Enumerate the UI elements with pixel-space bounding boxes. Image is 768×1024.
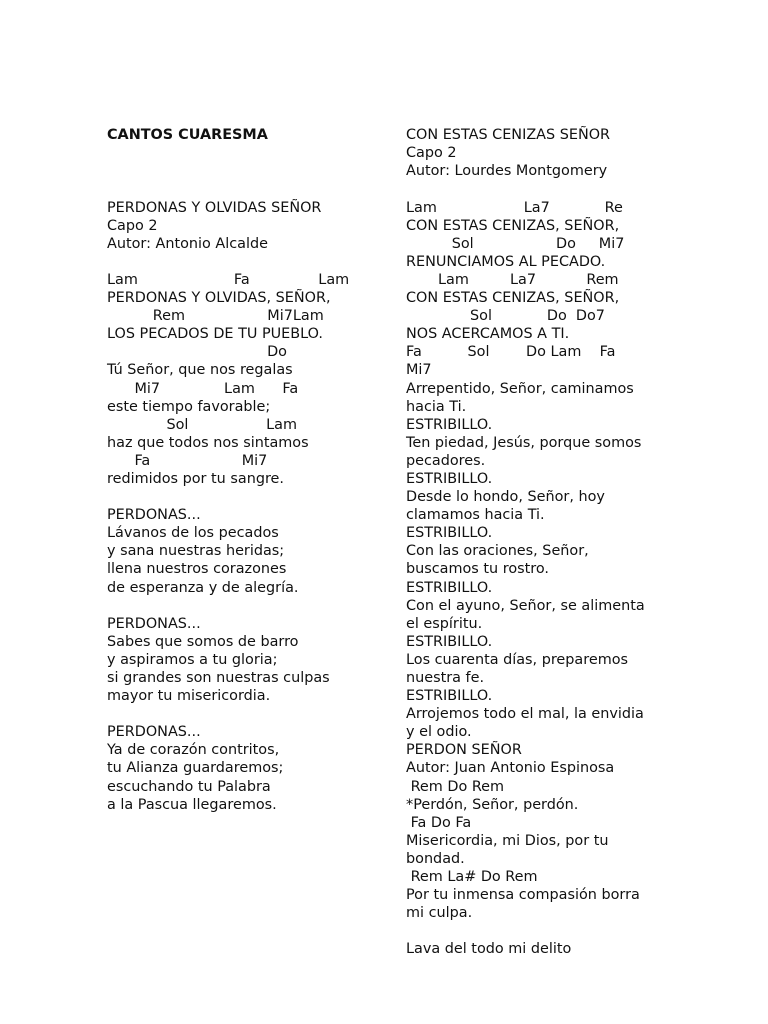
left-column-line: Fa Mi7 <box>107 452 268 469</box>
right-column-line: Arrojemos todo el mal, la envidia <box>406 706 644 723</box>
right-column-line: ESTRIBILLO. <box>406 688 493 705</box>
right-column-line: *Perdón, Señor, perdón. <box>406 796 579 813</box>
right-column-line: Lava del todo mi delito <box>406 941 572 958</box>
right-column-line: Con el ayuno, Señor, se alimenta <box>406 597 645 614</box>
left-column-line: Capo 2 <box>107 217 158 234</box>
right-column-line: Lam La7 Rem <box>406 271 619 288</box>
left-column-line: si grandes son nuestras culpas <box>107 670 330 686</box>
right-column-line: ESTRIBILLO. <box>406 633 493 650</box>
right-column-line: el espíritu. <box>406 615 483 632</box>
left-column <box>107 90 397 832</box>
right-column-line: Con las oraciones, Señor, <box>406 543 589 560</box>
right-column-line: Autor: Lourdes Montgomery <box>406 163 608 180</box>
right-column-line: Sol Do Do7 <box>406 308 605 325</box>
right-column-line: NOS ACERCAMOS A TI. <box>406 326 570 343</box>
left-column-line: PERDONAS Y OLVIDAS, SEÑOR, <box>107 290 331 307</box>
left-column-line: llena nuestros corazones <box>107 561 287 578</box>
right-column-line: Lam La7 Re <box>406 199 623 216</box>
right-column-line: Desde lo hondo, Señor, hoy <box>406 489 605 506</box>
right-column-line: CON ESTAS CENIZAS, SEÑOR, <box>406 290 620 307</box>
left-column-line: Autor: Antonio Alcalde <box>107 235 268 252</box>
right-column-line: hacia Ti. <box>406 398 467 415</box>
right-column-line: Fa Do Fa <box>406 814 472 831</box>
left-column-line: Do <box>107 344 287 361</box>
right-column-line: CON ESTAS CENIZAS SEÑOR <box>406 127 611 144</box>
left-column-line <box>107 488 397 506</box>
right-column-line: PERDON SEÑOR <box>406 742 522 759</box>
right-column-line: Mi7 <box>406 362 432 379</box>
right-column-line: clamamos hacia Ti. <box>406 507 545 524</box>
right-column <box>406 90 726 977</box>
right-column-line: Por tu inmensa compasión borra <box>406 887 640 904</box>
right-column-line: Ten piedad, Jesús, porque somos <box>406 434 642 451</box>
document-title: CANTOS CUARESMA <box>107 127 268 144</box>
right-column-line <box>406 180 726 198</box>
right-column-line: ESTRIBILLO. <box>406 470 493 487</box>
right-column-line <box>406 922 726 940</box>
left-column-line <box>107 253 397 271</box>
left-column-line: Rem Mi7Lam <box>107 308 324 325</box>
left-column-line: y sana nuestras heridas; <box>107 543 285 560</box>
left-column-line: Sol Lam <box>107 416 298 433</box>
left-column-line: Mi7 Lam Fa <box>107 380 299 397</box>
right-column-lines <box>406 126 726 958</box>
left-column-line: Lam Fa Lam <box>107 271 350 288</box>
right-column-line: Fa Sol Do Lam Fa <box>406 344 616 361</box>
left-column-line: Sabes que somos de barro <box>107 633 299 650</box>
left-column-line <box>107 180 397 198</box>
right-column-line: mi culpa. <box>406 905 473 922</box>
left-column-line: tu Alianza guardaremos; <box>107 760 284 777</box>
right-column-line: Rem Do Rem <box>406 778 505 795</box>
left-column-line: escuchando tu Palabra <box>107 778 271 795</box>
right-column-line: Autor: Juan Antonio Espinosa <box>406 760 615 777</box>
left-column-line: PERDONAS... <box>107 724 201 741</box>
left-column-line: redimidos por tu sangre. <box>107 470 284 487</box>
right-column-line: buscamos tu rostro. <box>406 561 549 578</box>
left-column-line: PERDONAS... <box>107 507 201 524</box>
left-column-line: de esperanza y de alegría. <box>107 579 299 596</box>
left-column-line: PERDONAS Y OLVIDAS SEÑOR <box>107 199 322 216</box>
left-column-line: este tiempo favorable; <box>107 398 271 415</box>
right-column-line: ESTRIBILLO. <box>406 579 493 596</box>
left-column-line <box>107 597 397 615</box>
right-column-line: ESTRIBILLO. <box>406 416 493 433</box>
left-column-line: Lávanos de los pecados <box>107 525 279 542</box>
right-column-line: CON ESTAS CENIZAS, SEÑOR, <box>406 217 620 234</box>
left-column-line: y aspiramos a tu gloria; <box>107 651 278 668</box>
right-column-line: ESTRIBILLO. <box>406 525 493 542</box>
right-column-line: y el odio. <box>406 724 472 741</box>
left-column-line: Ya de corazón contritos, <box>107 742 280 759</box>
right-column-line: RENUNCIAMOS AL PECADO. <box>406 253 606 270</box>
left-column-lines <box>107 180 397 813</box>
left-column-line: LOS PECADOS DE TU PUEBLO. <box>107 326 323 343</box>
left-column-line <box>107 705 397 723</box>
right-column-line: Arrepentido, Señor, caminamos <box>406 380 634 397</box>
right-column-line: nuestra fe. <box>406 670 485 686</box>
right-column-line: Capo 2 <box>406 145 457 162</box>
left-column-line: mayor tu misericordia. <box>107 688 271 705</box>
right-column-line: Rem La# Do Rem <box>406 869 538 886</box>
right-column-line: Sol Do Mi7 <box>406 235 625 252</box>
right-column-line: pecadores. <box>406 452 486 469</box>
left-column-line: Tú Señor, que nos regalas <box>107 362 293 379</box>
left-column-line: PERDONAS... <box>107 615 201 632</box>
right-column-line: Misericordia, mi Dios, por tu <box>406 832 609 849</box>
left-column-line: a la Pascua llegaremos. <box>107 796 277 813</box>
right-column-line: bondad. <box>406 850 465 867</box>
left-column-line: haz que todos nos sintamos <box>107 434 309 451</box>
right-column-line: Los cuarenta días, preparemos <box>406 651 629 668</box>
